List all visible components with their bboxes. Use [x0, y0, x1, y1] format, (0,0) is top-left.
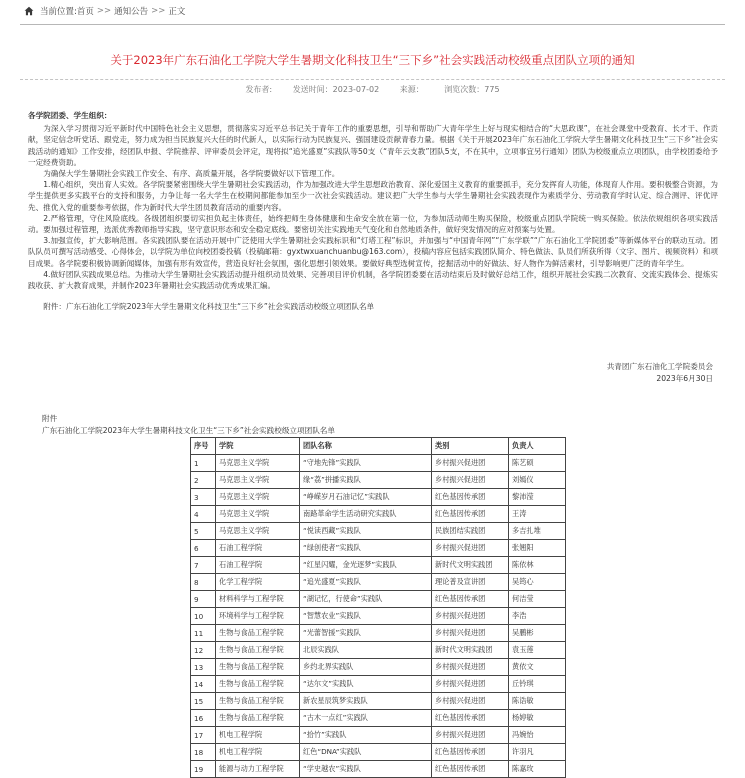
cell-team: “峥嵘岁月石油记忆”实践队	[300, 489, 432, 506]
breadcrumb-separator: >>	[151, 6, 166, 16]
cell-index: 11	[191, 625, 216, 642]
cell-leader: 陈诰敏	[509, 693, 566, 710]
header-college: 学院	[216, 438, 300, 455]
cell-leader: 吴筠心	[509, 574, 566, 591]
cell-category: 乡村振兴促进团	[432, 540, 509, 557]
cell-leader: 冯婉怡	[509, 727, 566, 744]
cell-category: 乡村振兴促进团	[432, 472, 509, 489]
table-title: 广东石油化工学院2023年大学生暑期科技文化卫生“三下乡”社会实践校级立项团队名单	[42, 426, 335, 435]
cell-college: 石油工程学院	[216, 557, 300, 574]
cell-college: 马克思主义学院	[216, 489, 300, 506]
cell-team: 新农星辰筑梦实践队	[300, 693, 432, 710]
cell-index: 19	[191, 761, 216, 778]
cell-index: 7	[191, 557, 216, 574]
cell-college: 石油工程学院	[216, 540, 300, 557]
meta-publisher: 发布者:	[245, 85, 273, 94]
meta-views: 浏览次数：775	[444, 85, 500, 94]
cell-team: “达尔文”实践队	[300, 676, 432, 693]
paragraph: 1.精心组织，突出育人实效。各学院要紧密围绕大学生暑期社会实践活动，作为加强改进大学生思想政治教育、深化爱国主义教育的重要抓手，充分发挥育人功能，体现育人作用。要积极整合资源，为学生提供更多实践平台的支持和服务，力争让每一名大学生在校期间都能参加至少一次社会实践活动。建议把广大学生参与大学生暑期社会实践表现作为素质学分、劳动教育学时认定、综合测评、评优评先、推优入党的重要参考依据，作为新时代大学生团员教育活动的重要内容。	[28, 180, 718, 212]
cell-category: 新时代文明实践团	[432, 642, 509, 659]
header-team: 团队名称	[300, 438, 432, 455]
cell-index: 8	[191, 574, 216, 591]
home-icon	[24, 6, 34, 16]
breadcrumb-separator: >>	[96, 6, 112, 16]
cell-index: 4	[191, 506, 216, 523]
cell-college: 化学工程学院	[216, 574, 300, 591]
cell-team: 缘“荔”拼播实践队	[300, 472, 432, 489]
cell-college: 机电工程学院	[216, 744, 300, 761]
cell-index: 2	[191, 472, 216, 489]
cell-team: “湖记忆，行使命”实践队	[300, 591, 432, 608]
cell-category: 乡村振兴促进团	[432, 625, 509, 642]
cell-leader: 陈嘉玫	[509, 761, 566, 778]
cell-index: 6	[191, 540, 216, 557]
meta-time: 发送时间：2023-07-02	[292, 85, 380, 94]
cell-category: 乡村振兴促进团	[432, 455, 509, 472]
breadcrumb-home-link[interactable]: 首页	[76, 7, 94, 17]
table-row	[191, 574, 566, 591]
signature-org: 共青团广东石油化工学院委员会	[606, 362, 713, 371]
cell-index: 10	[191, 608, 216, 625]
cell-team: “守地先锋”实践队	[300, 455, 432, 472]
paragraph: 2.严格管理，守住风险底线。各级团组织要切实担负起主体责任，始终把师生身体健康和生命安全放在第一位，为参加活动师生购买保险，校级重点团队学院统一购买保险。依法依规组织各项实践活动。要加强过程管理，选派优秀教师指导实践，坚守意识形态和安全稳定底线。要密切关注实践地天气变化和自然地质条件，做好突发情况的应对预案与处置。	[28, 213, 718, 235]
cell-leader: 黎沛滢	[509, 489, 566, 506]
table-row	[191, 744, 566, 761]
signature-date: 2023年6月30日	[656, 374, 713, 383]
cell-index: 16	[191, 710, 216, 727]
cell-index: 17	[191, 727, 216, 744]
cell-team: “古木一点红”实践队	[300, 710, 432, 727]
cell-category: 新时代文明实践团	[432, 557, 509, 574]
table-row	[191, 642, 566, 659]
cell-category: 理论普及宣讲团	[432, 574, 509, 591]
header-divider	[20, 24, 725, 25]
table-row	[191, 727, 566, 744]
paragraph: 3.加强宣传，扩大影响范围。各实践团队要在活动开展中广泛使用大学生暑期社会实践标识和“灯塔工程”标识，并加强与“中国青年网”“广东学联”“广东石油化工学院团委”等新媒体平台的联动互动。团队队员可撰写活动感受、心得体会，以学院为单位向校团委投稿（投稿邮箱：gyxtwxuanchuanbu@163.com），投稿内容应包括实践团队简介、特色做法、队员们所获所得（文字、图片、视频资料）和项目成果。各学院要积极协调新闻媒体，加强有形有效宣传，营造良好社会氛围，强化思想引领效果。要做好典型选树宣传，挖掘活动中的好做法、好人物作为鲜活素材，引导影响更广泛的青年学生。	[28, 236, 718, 268]
table-row	[191, 506, 566, 523]
table-row	[191, 659, 566, 676]
cell-leader: 吴鹏彬	[509, 625, 566, 642]
cell-category: 乡村振兴促进团	[432, 676, 509, 693]
cell-college: 马克思主义学院	[216, 472, 300, 489]
cell-team: 南路革命学生活动研究实践队	[300, 506, 432, 523]
cell-team: “绿创使者”实践队	[300, 540, 432, 557]
greeting: 各学院团委、学生组织：	[28, 111, 112, 120]
cell-college: 马克思主义学院	[216, 455, 300, 472]
table-row	[191, 472, 566, 489]
cell-index: 14	[191, 676, 216, 693]
cell-team: “拾竹”实践队	[300, 727, 432, 744]
cell-leader: 何洁莹	[509, 591, 566, 608]
table-header-row	[191, 438, 566, 455]
cell-category: 乡村振兴促进团	[432, 693, 509, 710]
cell-team: 乡约北界实践队	[300, 659, 432, 676]
meta-source: 来源：	[399, 85, 424, 94]
cell-college: 生物与食品工程学院	[216, 693, 300, 710]
cell-leader: 张翘阳	[509, 540, 566, 557]
article-title: 关于2023年广东石油化工学院大学生暑期文化科技卫生“三下乡”社会实践活动校级重点团队立项的通知	[110, 53, 635, 67]
cell-leader: 陈艺硕	[509, 455, 566, 472]
cell-college: 机电工程学院	[216, 727, 300, 744]
header-category: 类别	[432, 438, 509, 455]
table-row	[191, 455, 566, 472]
table-row	[191, 693, 566, 710]
cell-leader: 黄依文	[509, 659, 566, 676]
cell-college: 能源与动力工程学院	[216, 761, 300, 778]
cell-team: “光蕾智援”实践队	[300, 625, 432, 642]
table-row	[191, 523, 566, 540]
cell-leader: 杨婷敏	[509, 710, 566, 727]
cell-leader: 丘钤琪	[509, 676, 566, 693]
table-row	[191, 591, 566, 608]
breadcrumb-notices-link[interactable]: 通知公告	[114, 7, 149, 17]
cell-index: 3	[191, 489, 216, 506]
cell-leader: 多吉扎堆	[509, 523, 566, 540]
cell-category: 红色基因传承团	[432, 489, 509, 506]
cell-category: 红色基因传承团	[432, 744, 509, 761]
cell-category: 红色基因传承团	[432, 506, 509, 523]
table-row	[191, 608, 566, 625]
breadcrumb	[24, 4, 185, 18]
cell-category: 乡村振兴促进团	[432, 727, 509, 744]
cell-leader: 刘嫣仪	[509, 472, 566, 489]
table-row	[191, 710, 566, 727]
cell-team: 北辰实践队	[300, 642, 432, 659]
team-list-table	[190, 437, 566, 778]
cell-college: 生物与食品工程学院	[216, 642, 300, 659]
cell-leader: 许羽凡	[509, 744, 566, 761]
cell-team: 红色“DNA”实践队	[300, 744, 432, 761]
cell-index: 18	[191, 744, 216, 761]
cell-leader: 袁玉莲	[509, 642, 566, 659]
cell-category: 乡村振兴促进团	[432, 659, 509, 676]
title-divider	[20, 79, 725, 80]
cell-category: 红色基因传承团	[432, 591, 509, 608]
article-body	[28, 110, 718, 312]
table-row	[191, 557, 566, 574]
breadcrumb-current: 正文	[168, 7, 186, 17]
attachment-line: 附件：广东石油化工学院2023年大学生暑期文化科技卫生“三下乡”社会实践活动校级立项团队名单	[43, 302, 375, 312]
cell-team: “智慧农业”实践队	[300, 608, 432, 625]
cell-college: 生物与食品工程学院	[216, 676, 300, 693]
breadcrumb-prefix: 当前位置:	[40, 7, 77, 17]
paragraph: 为深入学习贯彻习近平新时代中国特色社会主义思想，贯彻落实习近平总书记关于青年工作的重要思想，引导和帮助广大青年学生上好与现实相结合的“大思政课”，在社会课堂中受教育、长才干、作贡献，坚定信念听党话、跟党走，努力成为担当民族复兴大任的时代新人，以实际行动为民族复兴、强国建设贡献青春力量。根据《关于开展2023年广东石油化工学院大学生暑期文化科技卫生“三下乡”社会实践活动的通知》工作安排，经团队申报、学院推荐、评审委员会评定，现将拟“追光盛夏”实践队等50支（“青年云支教”团队5支，不在其中，立项事宜另行通知）团队为校级重点立项团队，由学校团委给予一定经费资助。	[28, 124, 718, 167]
cell-leader: 王涛	[509, 506, 566, 523]
cell-index: 15	[191, 693, 216, 710]
paragraph: 4.做好团队实践成果总结。为推动大学生暑期社会实践活动提升组织动员效果、完善项目评价机制，各学院团委要在活动结束后及时做好总结工作，组织开展社会实践二次教育、交流实践体会、提炼实践收获、扩大教育成果，并制作2023年暑期社会实践活动优秀成果汇编。	[28, 269, 718, 291]
cell-college: 生物与食品工程学院	[216, 659, 300, 676]
cell-college: 马克思主义学院	[216, 523, 300, 540]
cell-college: 材料科学与工程学院	[216, 591, 300, 608]
table-row	[191, 761, 566, 778]
paragraph: 为确保大学生暑期社会实践工作安全、有序、高质量开展，各学院要做好以下管理工作。	[43, 169, 340, 179]
cell-index: 1	[191, 455, 216, 472]
cell-category: 民族团结实践团	[432, 523, 509, 540]
header-index: 序号	[191, 438, 216, 455]
cell-team: “学史越农”实践队	[300, 761, 432, 778]
cell-team: “红星闪耀，金光逐梦”实践队	[300, 557, 432, 574]
article-meta	[0, 84, 745, 95]
table-row	[191, 625, 566, 642]
cell-team: “悦读西藏”实践队	[300, 523, 432, 540]
cell-college: 生物与食品工程学院	[216, 625, 300, 642]
cell-index: 13	[191, 659, 216, 676]
cell-college: 马克思主义学院	[216, 506, 300, 523]
cell-category: 红色基因传承团	[432, 710, 509, 727]
cell-index: 9	[191, 591, 216, 608]
cell-college: 生物与食品工程学院	[216, 710, 300, 727]
cell-category: 乡村振兴促进团	[432, 608, 509, 625]
cell-team: “追光盛夏”实践队	[300, 574, 432, 591]
table-body	[191, 455, 566, 778]
cell-college: 环境科学与工程学院	[216, 608, 300, 625]
cell-index: 12	[191, 642, 216, 659]
cell-leader: 李浩	[509, 608, 566, 625]
attachment-label: 附件	[42, 414, 58, 423]
header-leader: 负责人	[509, 438, 566, 455]
cell-category: 红色基因传承团	[432, 761, 509, 778]
table-row	[191, 489, 566, 506]
cell-index: 5	[191, 523, 216, 540]
table-row	[191, 676, 566, 693]
cell-leader: 陈依林	[509, 557, 566, 574]
table-row	[191, 540, 566, 557]
